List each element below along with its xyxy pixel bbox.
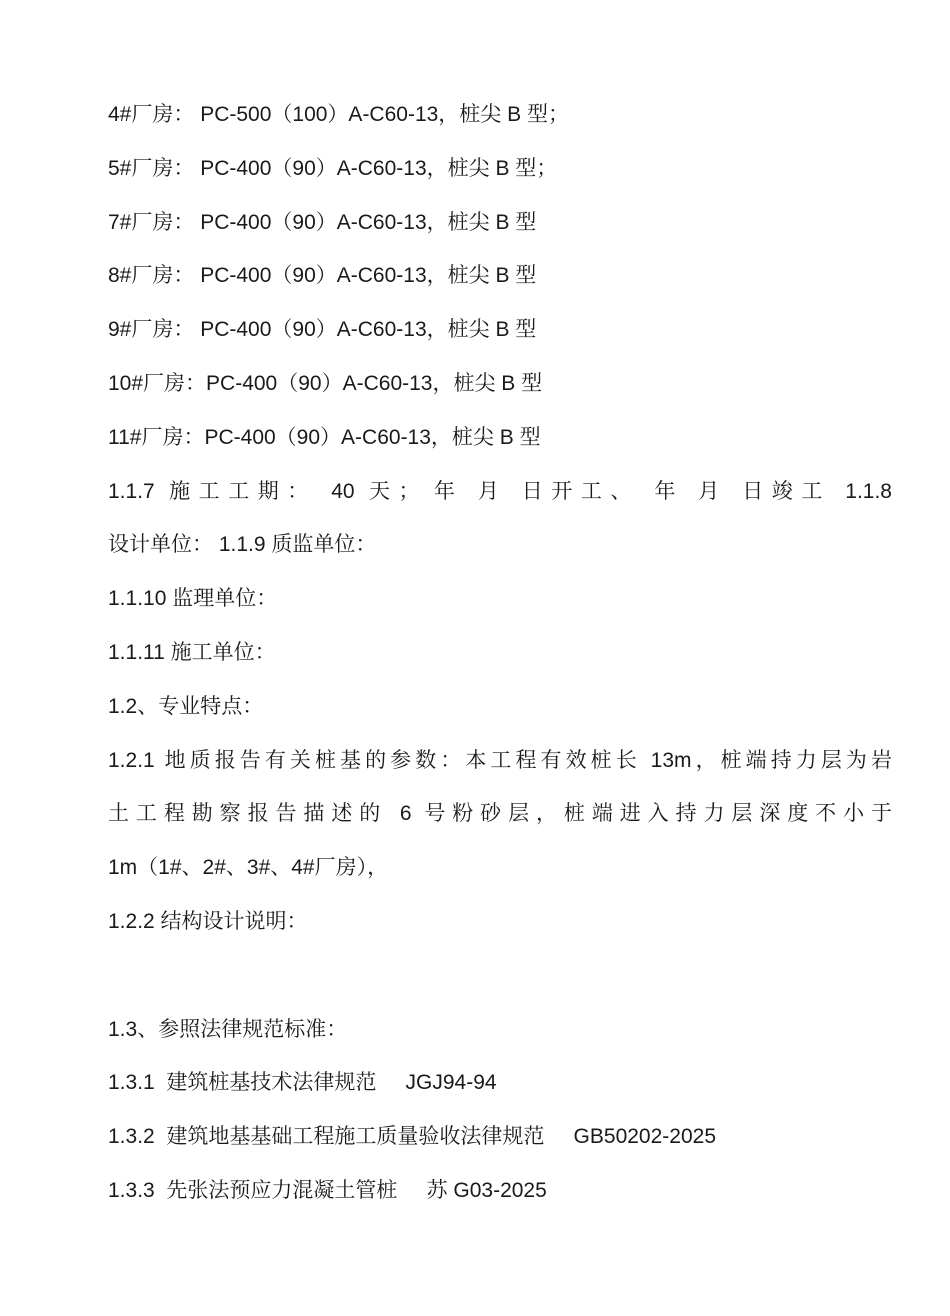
text-line: 1.2.2 结构设计说明： [108,909,308,933]
text-line: 1.1.10 监理单位： [108,587,278,611]
text-line: 1.2.1 地质报告有关桩基的参数：本工程有效桩长 13m，桩端持力层为岩 [108,748,892,772]
section-heading: 1.3、参照法律规范标准： [108,1017,348,1041]
document-page [108,88,892,1218]
blank-line [108,949,892,1003]
text-line: 8#厂房： PC-400（90）A-C60-13，桩尖 B 型 [108,264,537,288]
text-line: 5#厂房： PC-400（90）A-C60-13，桩尖 B 型； [108,156,558,180]
text-line: 1.1.7 施工工期： 40 天； 年 月 日开工、 年 月 日竣工 1.1.8 [108,479,892,503]
text-line: 7#厂房： PC-400（90）A-C60-13，桩尖 B 型 [108,210,537,234]
section-heading: 1.2、专业特点： [108,694,264,718]
text-line: 1.3.1 建筑桩基技术法律规范 JGJ94-94 [108,1071,497,1095]
text-line: 1.3.2 建筑地基基础工程施工质量验收法律规范 GB50202-2025 [108,1125,716,1149]
text-line: 1.3.3 先张法预应力混凝土管桩 苏 G03-2025 [108,1178,547,1202]
text-line: 1.1.11 施工单位： [108,640,276,664]
text-line: 4#厂房： PC-500（100）A-C60-13，桩尖 B 型； [108,103,569,126]
text-line: 土工程勘察报告描述的 6 号粉砂层，桩端进入持力层深度不小于 [108,802,892,826]
text-line: 10#厂房：PC-400（90）A-C60-13，桩尖 B 型 [108,371,543,395]
text-line: 1m（1#、2#、3#、4#厂房）， [108,856,389,880]
text-line: 设计单位： 1.1.9 质监单位： [108,533,377,557]
text-line: 11#厂房：PC-400（90）A-C60-13，桩尖 B 型 [108,425,541,449]
text-line: 9#厂房： PC-400（90）A-C60-13，桩尖 B 型 [108,318,537,342]
